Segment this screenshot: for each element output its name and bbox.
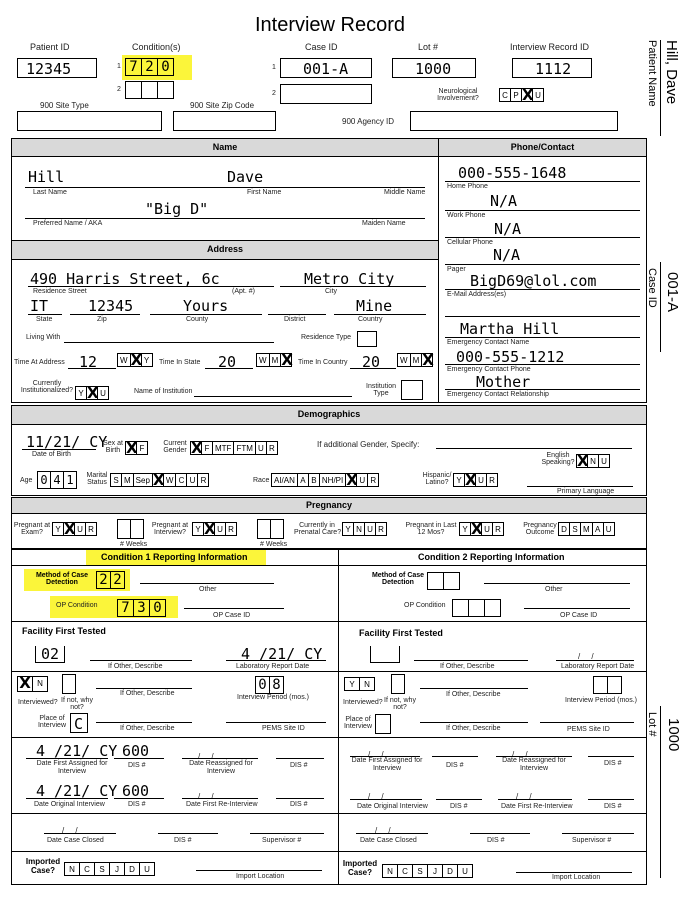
dis-reassigned-label: DIS # [290, 762, 308, 769]
place-other-line[interactable] [96, 722, 192, 723]
place-label: Place of Interview [37, 715, 66, 729]
cond2-date-original-label: Date Original Interview [357, 803, 428, 810]
dis-closed-label: DIS # [174, 837, 192, 844]
maiden-name-label: Maiden Name [362, 220, 406, 227]
patient-id-label: Patient ID [30, 42, 70, 52]
city-value: Metro City [304, 270, 395, 288]
op-condition-field[interactable]: 7 3 0 [118, 599, 166, 617]
facility-other-label: If Other, Describe [108, 663, 163, 670]
lot-label: Lot # [418, 42, 439, 52]
cond2-place-other-label: If Other, Describe [446, 725, 501, 732]
date-first-assigned-label: Date First Assigned for Interview [36, 760, 108, 775]
dis-reinterview-label: DIS # [290, 801, 308, 808]
dis2-value: 600 [122, 782, 150, 800]
cond2-dis-reinterview-label: DIS # [604, 803, 622, 810]
cond2-method-field[interactable] [428, 572, 460, 595]
place-other-label: If Other, Describe [120, 725, 175, 732]
emergency-name-value: Martha Hill [460, 320, 560, 338]
cond1-header: Condition 1 Reporting Information [101, 552, 248, 562]
if-not-label: If not, why not? [61, 697, 93, 711]
zip-value: 12345 [88, 297, 134, 315]
cond2-facility-other-line[interactable] [414, 660, 528, 661]
english-label: English Speaking? [541, 452, 575, 466]
cond2-date-first-reinterview-label: Date First Re-Interview [501, 803, 573, 810]
op-condition-label: OP Condition [56, 602, 98, 609]
preferred-name-line[interactable] [25, 218, 425, 219]
home-phone-label: Home Phone [447, 183, 488, 190]
site-type-field[interactable] [17, 111, 162, 131]
marital-options[interactable]: S M Sep X W C U R [111, 473, 209, 487]
gender-label: Current Gender [163, 440, 187, 454]
imported-options[interactable]: N C S J D U [65, 862, 155, 876]
preferred-name-value: "Big D" [145, 200, 209, 218]
dob-label: Date of Birth [32, 451, 71, 458]
email-label: E-Mail Address(es) [447, 291, 507, 298]
race-label: Race [253, 477, 270, 484]
case-id-value: 001-A [303, 60, 349, 78]
place-value: C [74, 715, 84, 733]
gender-specify-line[interactable] [436, 448, 632, 449]
cond2-interview-period-label: Interview Period (mos.) [565, 697, 637, 704]
preg-interview-label: Pregnant at Interview? [151, 522, 189, 536]
interview-period-field[interactable]: 0 8 [256, 676, 284, 694]
living-with-label: Living With [26, 334, 61, 341]
time-state-label: Time In State [159, 359, 201, 366]
method-label: Method of Case Detection [35, 572, 89, 586]
date-first-assigned-value: 4 /21/ CY [36, 742, 118, 760]
institution-name-label: Name of Institution [134, 388, 193, 395]
prenatal-label: Currently in Prenatal Care? [294, 522, 342, 536]
district-label: District [284, 316, 306, 323]
interview-record-id-field[interactable] [512, 58, 592, 78]
neuro-options[interactable] [500, 88, 544, 102]
sex-label: Sex at Birth [103, 440, 123, 454]
case-row1-label: 1 [272, 64, 276, 71]
facility-value: 02 [41, 645, 60, 663]
pager-value: N/A [493, 246, 521, 264]
time-country-label: Time In Country [298, 359, 348, 366]
conditions-label: Condition(s) [132, 42, 181, 52]
city-label: City [325, 288, 338, 295]
cond2-dis-closed-label: DIS # [487, 837, 505, 844]
neuro-label: Neurological Involvement? [437, 88, 479, 102]
demographics-header: Demographics [11, 405, 647, 425]
cond2-place-label: Place of Interview [343, 716, 372, 730]
dob-value: 11/21/ CY [26, 433, 108, 451]
site-zip-field[interactable] [173, 111, 276, 131]
preg-interview-options[interactable]: Y X U R [193, 522, 237, 536]
lab-date-label: Laboratory Report Date [236, 663, 310, 670]
side-patient-name-label: Patient Name [646, 40, 658, 107]
if-not-box[interactable] [62, 674, 76, 694]
primary-language-line[interactable] [527, 486, 633, 487]
neuro-option-p[interactable]: P [510, 88, 522, 102]
cond2-dis-reassigned-label: DIS # [604, 760, 622, 767]
date-reassigned-slashes: / / [198, 752, 214, 761]
date-first-reinterview-label: Date First Re-Interview [186, 801, 258, 808]
address-header: Address [11, 240, 439, 260]
place-field[interactable] [70, 713, 88, 733]
condition1-digit-2: 2 [141, 58, 158, 76]
date-reassigned-label: Date Reassigned for Interview [189, 760, 253, 775]
patient-id-value: 12345 [26, 60, 72, 78]
date-original-value: 4 /21/ CY [36, 782, 118, 800]
cond2-lab-date-label: Laboratory Report Date [561, 663, 635, 670]
pager-label: Pager [447, 266, 466, 273]
residence-type-label: Residence Type [301, 334, 352, 341]
cond2-pems-label: PEMS Site ID [567, 726, 610, 733]
preg-exam-weeks-label: # Weeks [120, 541, 148, 548]
state-label: State [36, 316, 53, 323]
agency-label: 900 Agency ID [342, 117, 395, 126]
emergency-relationship-label: Emergency Contact Relationship [447, 391, 549, 398]
time-address-unit[interactable]: W X Y [118, 353, 153, 367]
name-header: Name [11, 138, 439, 157]
agency-field[interactable] [410, 111, 618, 131]
first-name-label: First Name [247, 189, 282, 196]
cond2-interviewed-options[interactable]: Y N [345, 677, 375, 691]
interview-record-id-label: Interview Record ID [510, 42, 590, 52]
age-label: Age [20, 477, 33, 484]
prenatal-options[interactable]: Y N U R [343, 522, 387, 536]
if-not-other-line[interactable] [96, 688, 192, 689]
name-line[interactable] [25, 187, 425, 188]
english-options[interactable]: X N U [577, 454, 610, 468]
cond2-imported-label: Imported Case? [342, 859, 378, 877]
institutionalized-label: Currently Institutionalized? [20, 380, 74, 394]
preg-outcome-options[interactable]: D S M A U [559, 522, 615, 536]
pems-label: PEMS Site ID [262, 725, 305, 732]
site-zip-label: 900 Site Zip Code [190, 101, 255, 110]
method-field[interactable]: 2 2 [97, 571, 125, 589]
hispanic-options[interactable]: Y X U R [454, 473, 498, 487]
time-state-value: 20 [218, 353, 237, 371]
time-address-value: 12 [79, 353, 98, 371]
cond2-imported-options[interactable]: N C S J D U [383, 864, 473, 878]
facility-label: Facility First Tested [22, 626, 106, 636]
country-value: Mine [356, 297, 393, 315]
state-value: IT [30, 297, 49, 315]
email-value: BigD69@lol.com [470, 272, 597, 290]
cond2-dis1-label: DIS # [446, 762, 464, 769]
neuro-option-c[interactable]: C [499, 88, 511, 102]
facility-other-line[interactable] [90, 660, 192, 661]
institution-name-line[interactable] [194, 396, 352, 397]
middle-name-label: Middle Name [384, 189, 426, 196]
dis1-label: DIS # [128, 762, 146, 769]
side-lot-label: Lot # [646, 712, 658, 737]
time-address-label: Time At Address [14, 359, 65, 366]
sex-options[interactable]: X F [126, 441, 148, 455]
institutionalized-options[interactable]: Y X U [76, 386, 109, 400]
cond2-interviewed-label: Interviewed? [343, 699, 383, 706]
import-location-line[interactable] [196, 870, 322, 871]
street-value: 490 Harris Street, 6c [30, 270, 220, 288]
method-other-label: Other [199, 586, 217, 593]
preg-exam-options[interactable]: Y X U R [53, 522, 97, 536]
time-state-unit[interactable]: W M X [257, 353, 292, 367]
side-case-id-label: Case ID [646, 268, 658, 308]
cond2-if-not-other-line[interactable] [420, 688, 528, 689]
cell-phone-value: N/A [494, 220, 522, 238]
lot-value: 1000 [415, 60, 452, 78]
zip-label: Zip [97, 316, 107, 323]
cond2-date-reassigned-label: Date Reassigned for Interview [502, 757, 566, 772]
condition2-field[interactable] [126, 81, 174, 104]
dis2-label: DIS # [128, 801, 146, 808]
lab-date-value: 4 /21/ CY [241, 645, 323, 663]
county-label: County [186, 316, 209, 323]
site-type-label: 900 Site Type [40, 101, 89, 110]
cond2-place-field[interactable] [375, 714, 391, 734]
cond2-import-location-line[interactable] [516, 872, 632, 873]
preg-exam-label: Pregnant at Exam? [13, 522, 51, 536]
contact-header: Phone/Contact [438, 138, 647, 157]
neuro-option-u[interactable]: U [532, 88, 544, 102]
pems-line[interactable] [226, 722, 326, 723]
preg-outcome-label: Pregnancy Outcome [523, 522, 557, 536]
emergency-name-label: Emergency Contact Name [447, 339, 530, 346]
last-name-label: Last Name [33, 189, 67, 196]
case-id-2-field[interactable] [280, 84, 372, 104]
interview-period-label: Interview Period (mos.) [237, 694, 309, 701]
interviewed-label: Interviewed? [18, 699, 58, 706]
cond2-if-not-box[interactable] [391, 674, 405, 694]
emergency-phone-value: 000-555-1212 [456, 348, 565, 366]
cond2-op-case-id-label: OP Case ID [560, 612, 598, 619]
work-phone-value: N/A [490, 192, 518, 210]
preg-last12-options[interactable]: Y X U R [460, 522, 504, 536]
form-title: Interview Record [254, 14, 406, 36]
condition1-digit-1: 7 [125, 58, 142, 76]
cell-phone-label: Cellular Phone [447, 239, 493, 246]
living-with-line[interactable] [64, 342, 274, 343]
cond2-date-closed-label: Date Case Closed [360, 837, 417, 844]
lot-field[interactable] [392, 58, 476, 78]
age-field[interactable]: 0 4 1 [38, 471, 77, 489]
cond2-method-label: Method of Case Detection [371, 572, 425, 586]
country-label: Country [358, 316, 383, 323]
cond2-date-first-assigned-label: Date First Assigned for Interview [351, 757, 423, 772]
apt-label: (Apt. #) [232, 288, 255, 295]
method-other-line[interactable] [140, 583, 274, 584]
last-name-value: Hill [28, 168, 65, 186]
cond2-dis2-label: DIS # [450, 803, 468, 810]
hispanic-label: Hispanic/ Latino? [422, 472, 452, 486]
first-name-value: Dave [227, 168, 264, 186]
cond2-if-not-label: If not, why not? [384, 697, 416, 711]
cond2-method-other-line[interactable] [484, 583, 630, 584]
primary-language-label: Primary Language [557, 488, 615, 495]
cond2-pems-line[interactable] [540, 722, 634, 723]
gender-specify-label: If additional Gender, Specify: [317, 440, 420, 449]
street-label: Residence Street [33, 288, 87, 295]
cond2-import-location-label: Import Location [552, 874, 601, 881]
date-original-label: Date Original Interview [34, 801, 105, 808]
supervisor-label: Supervisor # [262, 837, 302, 844]
cond2-op-condition-field[interactable] [453, 599, 501, 622]
cond2-facility-field[interactable] [370, 646, 400, 663]
emergency-phone-label: Emergency Contact Phone [447, 366, 531, 373]
cond2-header: Condition 2 Reporting Information [418, 552, 565, 562]
preg-interview-weeks-label: # Weeks [260, 541, 288, 548]
cond2-facility-other-label: If Other, Describe [440, 663, 495, 670]
cond2-op-case-id-line[interactable] [524, 608, 630, 609]
side-lot: 1000 [665, 718, 682, 752]
pregnancy-header: Pregnancy [11, 497, 647, 514]
race-options[interactable]: AI/AN A B NH/PI X U R [272, 473, 379, 487]
side-patient-name: Hill, Dave [663, 40, 680, 105]
import-location-label: Import Location [236, 873, 285, 880]
marital-label: Marital Status [86, 472, 108, 486]
imported-label: Imported Case? [25, 857, 61, 875]
case-id-label: Case ID [305, 42, 338, 52]
date-closed-label: Date Case Closed [47, 837, 104, 844]
dis1-value: 600 [122, 742, 150, 760]
institution-type-box[interactable] [401, 380, 423, 400]
condition1-digit-3: 0 [157, 58, 174, 76]
op-case-id-label: OP Case ID [213, 612, 251, 619]
interview-record-id-value: 1112 [535, 60, 572, 78]
home-phone-value: 000-555-1648 [458, 164, 567, 182]
county-value: Yours [183, 297, 229, 315]
cond2-op-condition-label: OP Condition [404, 602, 446, 609]
work-phone-label: Work Phone [447, 212, 486, 219]
case-id-field[interactable] [280, 58, 372, 78]
cond2-supervisor-label: Supervisor # [572, 837, 612, 844]
case-row2-label: 2 [272, 90, 276, 97]
institution-type-label: Institution Type [366, 383, 396, 397]
patient-id-field[interactable] [17, 58, 97, 78]
cond2-place-other-line[interactable] [420, 722, 528, 723]
interviewed-options[interactable]: X N [18, 676, 48, 692]
op-case-id-line[interactable] [184, 608, 284, 609]
residence-type-box[interactable] [357, 331, 377, 347]
gender-options[interactable]: X F MTF FTM U R [191, 441, 278, 455]
condition-row1-label: 1 [117, 63, 121, 70]
emergency-relationship-value: Mother [476, 373, 531, 391]
cond2-facility-label: Facility First Tested [359, 628, 443, 638]
cond2-interview-period-field[interactable] [594, 676, 622, 699]
preferred-name-label: Preferred Name / AKA [33, 220, 103, 227]
side-case-id: 001-A [664, 272, 681, 313]
cond2-method-other-label: Other [545, 586, 563, 593]
condition1-field[interactable] [126, 58, 174, 76]
time-country-unit[interactable]: W M X [398, 353, 433, 367]
condition-row2-label: 2 [117, 86, 121, 93]
preg-last12-label: Pregnant in Last 12 Mos? [405, 522, 457, 536]
cond2-if-not-other-label: If Other, Describe [446, 691, 501, 698]
if-not-other-label: If Other, Describe [120, 690, 175, 697]
time-country-value: 20 [362, 353, 381, 371]
